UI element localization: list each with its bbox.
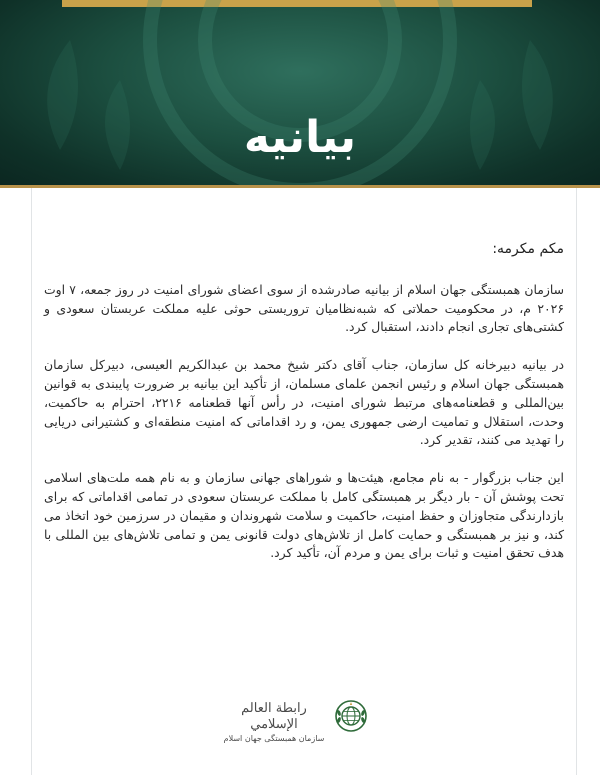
header-banner [0, 0, 600, 188]
statement-body [44, 240, 564, 582]
frame-border-left [31, 188, 32, 775]
header-gold-line [0, 185, 600, 188]
page-title: بیانیه [243, 112, 357, 163]
salutation: مکم مکرمه: [492, 241, 564, 257]
organization-logo [0, 695, 600, 743]
globe-emblem-icon [334, 699, 368, 733]
paragraph-2: در بیانیه دبیرخانه کل سازمان، جناب آقای دکتر شیخ محمد بن عبدالکریم العیسی، دبیرکل سازمان همبستگی جهان اسلام و رئیس انجمن علمای مسلمان، از تأکید این بیانیه بر ضرورت پایبندی به قوانین بین‌المللی و قطعنامه‌های مرتبط شورای امنیت، در رأس آنها قطعنامه ۲۲۱۶، احترام به حاکمیت، وحدت، استقلال و تمامیت ارضی جمهوری یمن، و رد اقداماتی که امنیت منطقه‌ای و کشتیرانی دریایی را تهدید می کنند، تقدیر کرد. [44, 357, 564, 448]
frame-border-right [576, 188, 577, 775]
logo-text [220, 701, 328, 745]
paragraph-3: این جناب بزرگوار - به نام مجامع، هیئت‌ها و شوراهای جهانی سازمان و به نام همه ملت‌های اسلامی تحت پوشش آن - بار دیگر بر همبستگی کامل با مملکت عربستان سعودی در تمامی اقداماتی که برای بازدارندگی متجاوزان و حفظ امنیت، حاکمیت و سلامت شهروندان و مقیمان در سرزمین خود اتخاذ می کند، و نیز بر همبستگی و حمایت کامل از تلاش‌های دولت قانونی یمن و تمامی تلاش‌های بین المللی با هدف تحقق امنیت و ثبات برای یمن و مردم آن، تأکید کرد. [44, 470, 564, 561]
logo-arabic-name: رابطة العالم الإسلامي [241, 701, 307, 732]
logo-persian-name: سازمان همبستگی جهان اسلام [223, 734, 325, 743]
paragraph-1: سازمان همبستگی جهان اسلام از بیانیه صادرشده از سوی اعضای شورای امنیت در روز جمعه، ۷ اوت ۲۰۲۶ م، در محکومیت حملاتی که شبه‌نظامیان تروریستی حوثی علیه مملکت عربستان سعودی و کشتی‌های تجاری انجام دادند، استقبال کرد. [44, 281, 564, 335]
